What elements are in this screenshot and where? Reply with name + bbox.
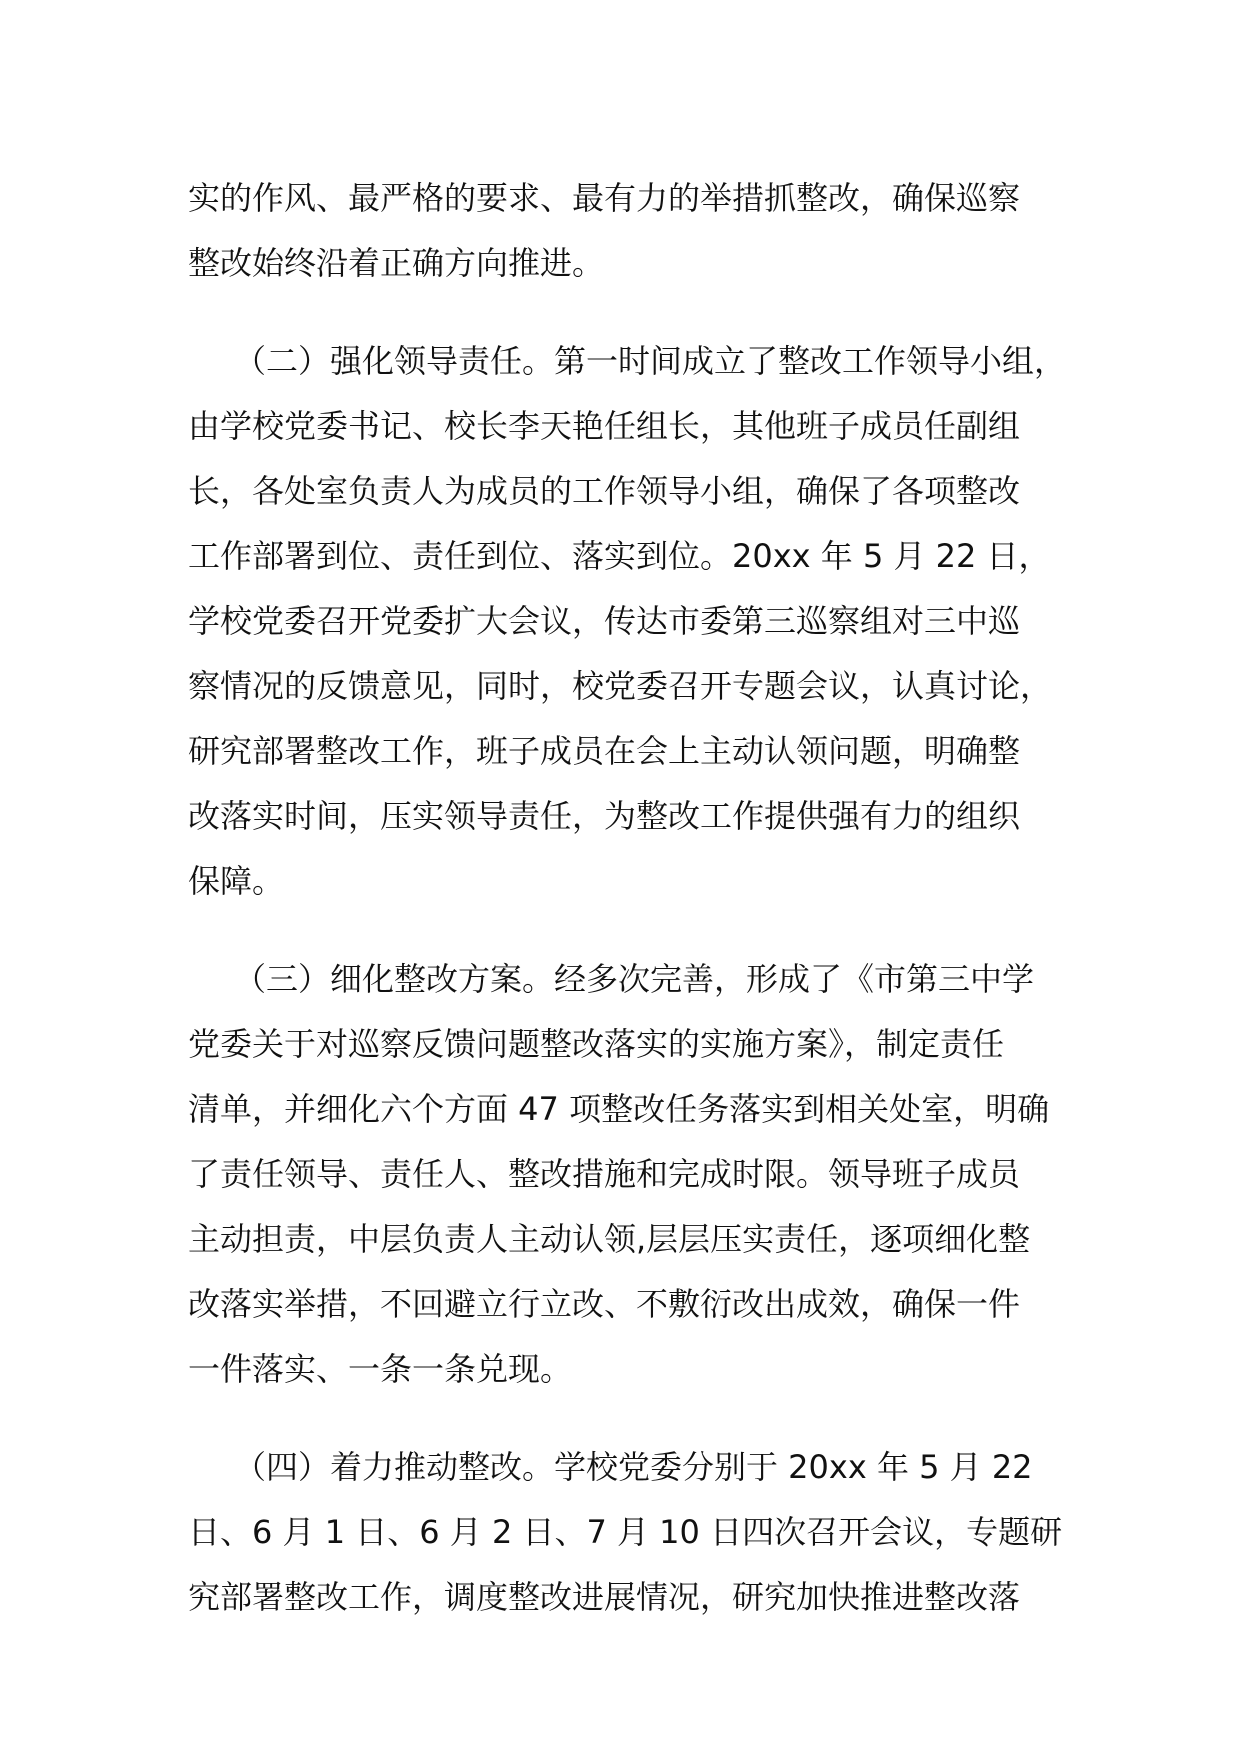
paragraph <box>188 166 1068 296</box>
text-line: 保障。 <box>188 862 285 900</box>
text-line: 究部署整改工作，调度整改进展情况，研究加快推进整改落 <box>188 1578 1021 1616</box>
paragraph-spacing <box>188 296 1068 329</box>
paragraph <box>188 1435 1068 1630</box>
text-line: 改落实举措，不回避立行立改、不敷衍改出成效，确保一件 <box>188 1285 1021 1323</box>
text-line: （三）细化整改方案。经多次完善，形成了《市第三中学 <box>234 960 1035 998</box>
text-line: 长，各处室负责人为成员的工作领导小组，确保了各项整改 <box>188 472 1021 510</box>
text-line: 工作部署到位、责任到位、落实到位。20xx 年 5 月 22 日， <box>188 537 1051 575</box>
paragraph-spacing <box>188 1402 1068 1435</box>
text-line: 主动担责，中层负责人主动认领,层层压实责任，逐项细化整 <box>188 1220 1031 1258</box>
text-line: 学校党委召开党委扩大会议，传达市委第三巡察组对三中巡 <box>188 602 1021 640</box>
text-line: 一件落实、一条一条兑现。 <box>188 1350 573 1388</box>
text-line: 清单，并细化六个方面 47 项整改任务落实到相关处室，明确 <box>188 1090 1050 1128</box>
text-line: 改落实时间，压实领导责任，为整改工作提供强有力的组织 <box>188 797 1021 835</box>
text-line: 党委关于对巡察反馈问题整改落实的实施方案》，制定责任 <box>188 1025 1005 1063</box>
paragraph <box>188 329 1068 914</box>
text-line: 察情况的反馈意见，同时，校党委召开专题会议，认真讨论， <box>188 667 1053 705</box>
text-line: 整改始终沿着正确方向推进。 <box>188 244 605 282</box>
paragraph <box>188 947 1068 1402</box>
text-line: 实的作风、最严格的要求、最有力的举措抓整改，确保巡察 <box>188 179 1021 217</box>
text-line: 由学校党委书记、校长李天艳任组长，其他班子成员任副组 <box>188 407 1021 445</box>
paragraph-spacing <box>188 914 1068 947</box>
text-line: 研究部署整改工作，班子成员在会上主动认领问题，明确整 <box>188 732 1021 770</box>
text-line: （二）强化领导责任。第一时间成立了整改工作领导小组， <box>234 342 1067 380</box>
text-line: 了责任领导、责任人、整改措施和完成时限。领导班子成员 <box>188 1155 1021 1193</box>
document-body <box>188 166 1068 1630</box>
text-line: 日、6 月 1 日、6 月 2 日、7 月 10 日四次召开会议，专题研 <box>188 1513 1063 1551</box>
text-line: （四）着力推动整改。学校党委分别于 20xx 年 5 月 22 <box>234 1448 1033 1486</box>
